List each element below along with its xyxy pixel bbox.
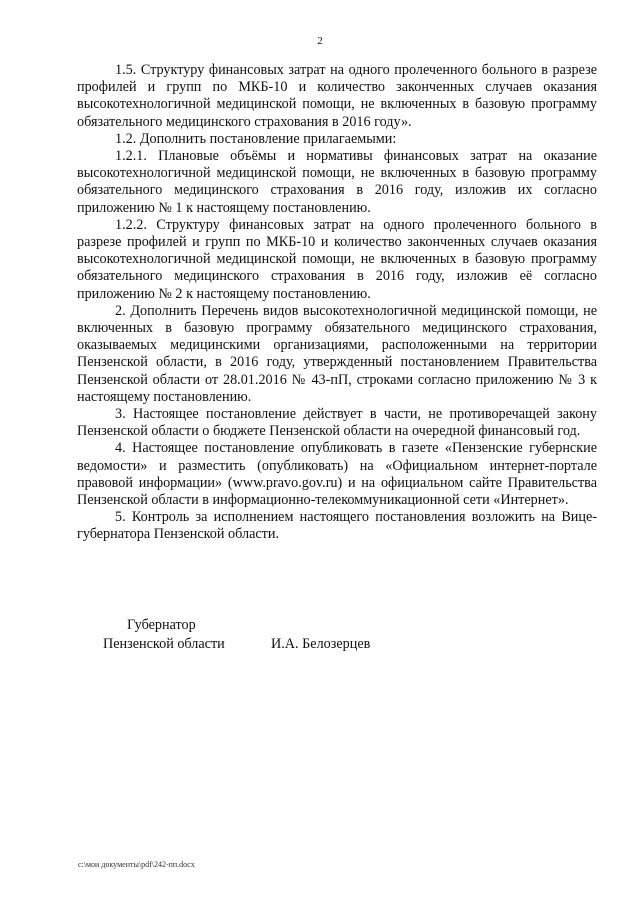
paragraph-1-2-2: 1.2.2. Структуру финансовых затрат на одного пролеченного больного в разрезе профилей и групп по МКБ-10 и количество законченных случаев оказания высокотехнологичной медицинской помощи, не включенных в базовую программу обязательного медицинского страхования в 2016 году, изложив её согласно приложению № 2 к настоящему постановлению. — [77, 216, 597, 302]
paragraph-4: 4. Настоящее постановление опубликовать в газете «Пензенские губернские ведомости» и разместить (опубликовать) на «Официальном интернет-портале правовой информации» (www.pravo.gov.ru) и на официальном сайте Правительства Пензенской области в информационно-телекоммуникационной сети «Интернет». — [77, 440, 597, 509]
paragraph-1-5: 1.5. Структуру финансовых затрат на одного пролеченного больного в разрезе профилей и групп по МКБ-10 и количество законченных случаев оказания высокотехнологичной медицинской помощи, не включенных в базовую программу обязательного медицинского страхования в 2016 году». — [77, 62, 597, 130]
footer-file-path: c:\мои документы\pdf\242-пп.docx — [78, 860, 195, 869]
document-body — [77, 62, 597, 544]
signatory-title-line2: Пензенской области — [103, 636, 225, 652]
paragraph-2: 2. Дополнить Перечень видов высокотехнологичной медицинской помощи, не включенных в базовую программу обязательного медицинского страхования, оказываемых медицинскими организациями, расположенными на территории Пензенской области, в 2016 году, утвержденный постановлением Правительства Пензенской области от 28.01.2016 № 43-пП, строками согласно приложению № 3 к настоящему постановлению. — [77, 302, 597, 405]
paragraph-1-2-1: 1.2.1. Плановые объёмы и нормативы финансовых затрат на оказание высокотехнологичной медицинской помощи, не включенных в базовую программу обязательного медицинского страхования в 2016 году, изложив их согласно приложению № 1 к настоящему постановлению. — [77, 148, 597, 216]
page-number: 2 — [317, 35, 323, 47]
paragraph-5: 5. Контроль за исполнением настоящего постановления возложить на Вице-губернатора Пензенской области. — [77, 509, 597, 543]
signatory-name: И.А. Белозерцев — [271, 636, 371, 652]
paragraph-3: 3. Настоящее постановление действует в части, не противоречащей закону Пензенской области о бюджете Пензенской области на очередной финансовый год. — [77, 406, 597, 440]
paragraph-1-2: 1.2. Дополнить постановление прилагаемыми: — [115, 130, 397, 147]
signatory-title-line1: Губернатор — [127, 617, 196, 633]
